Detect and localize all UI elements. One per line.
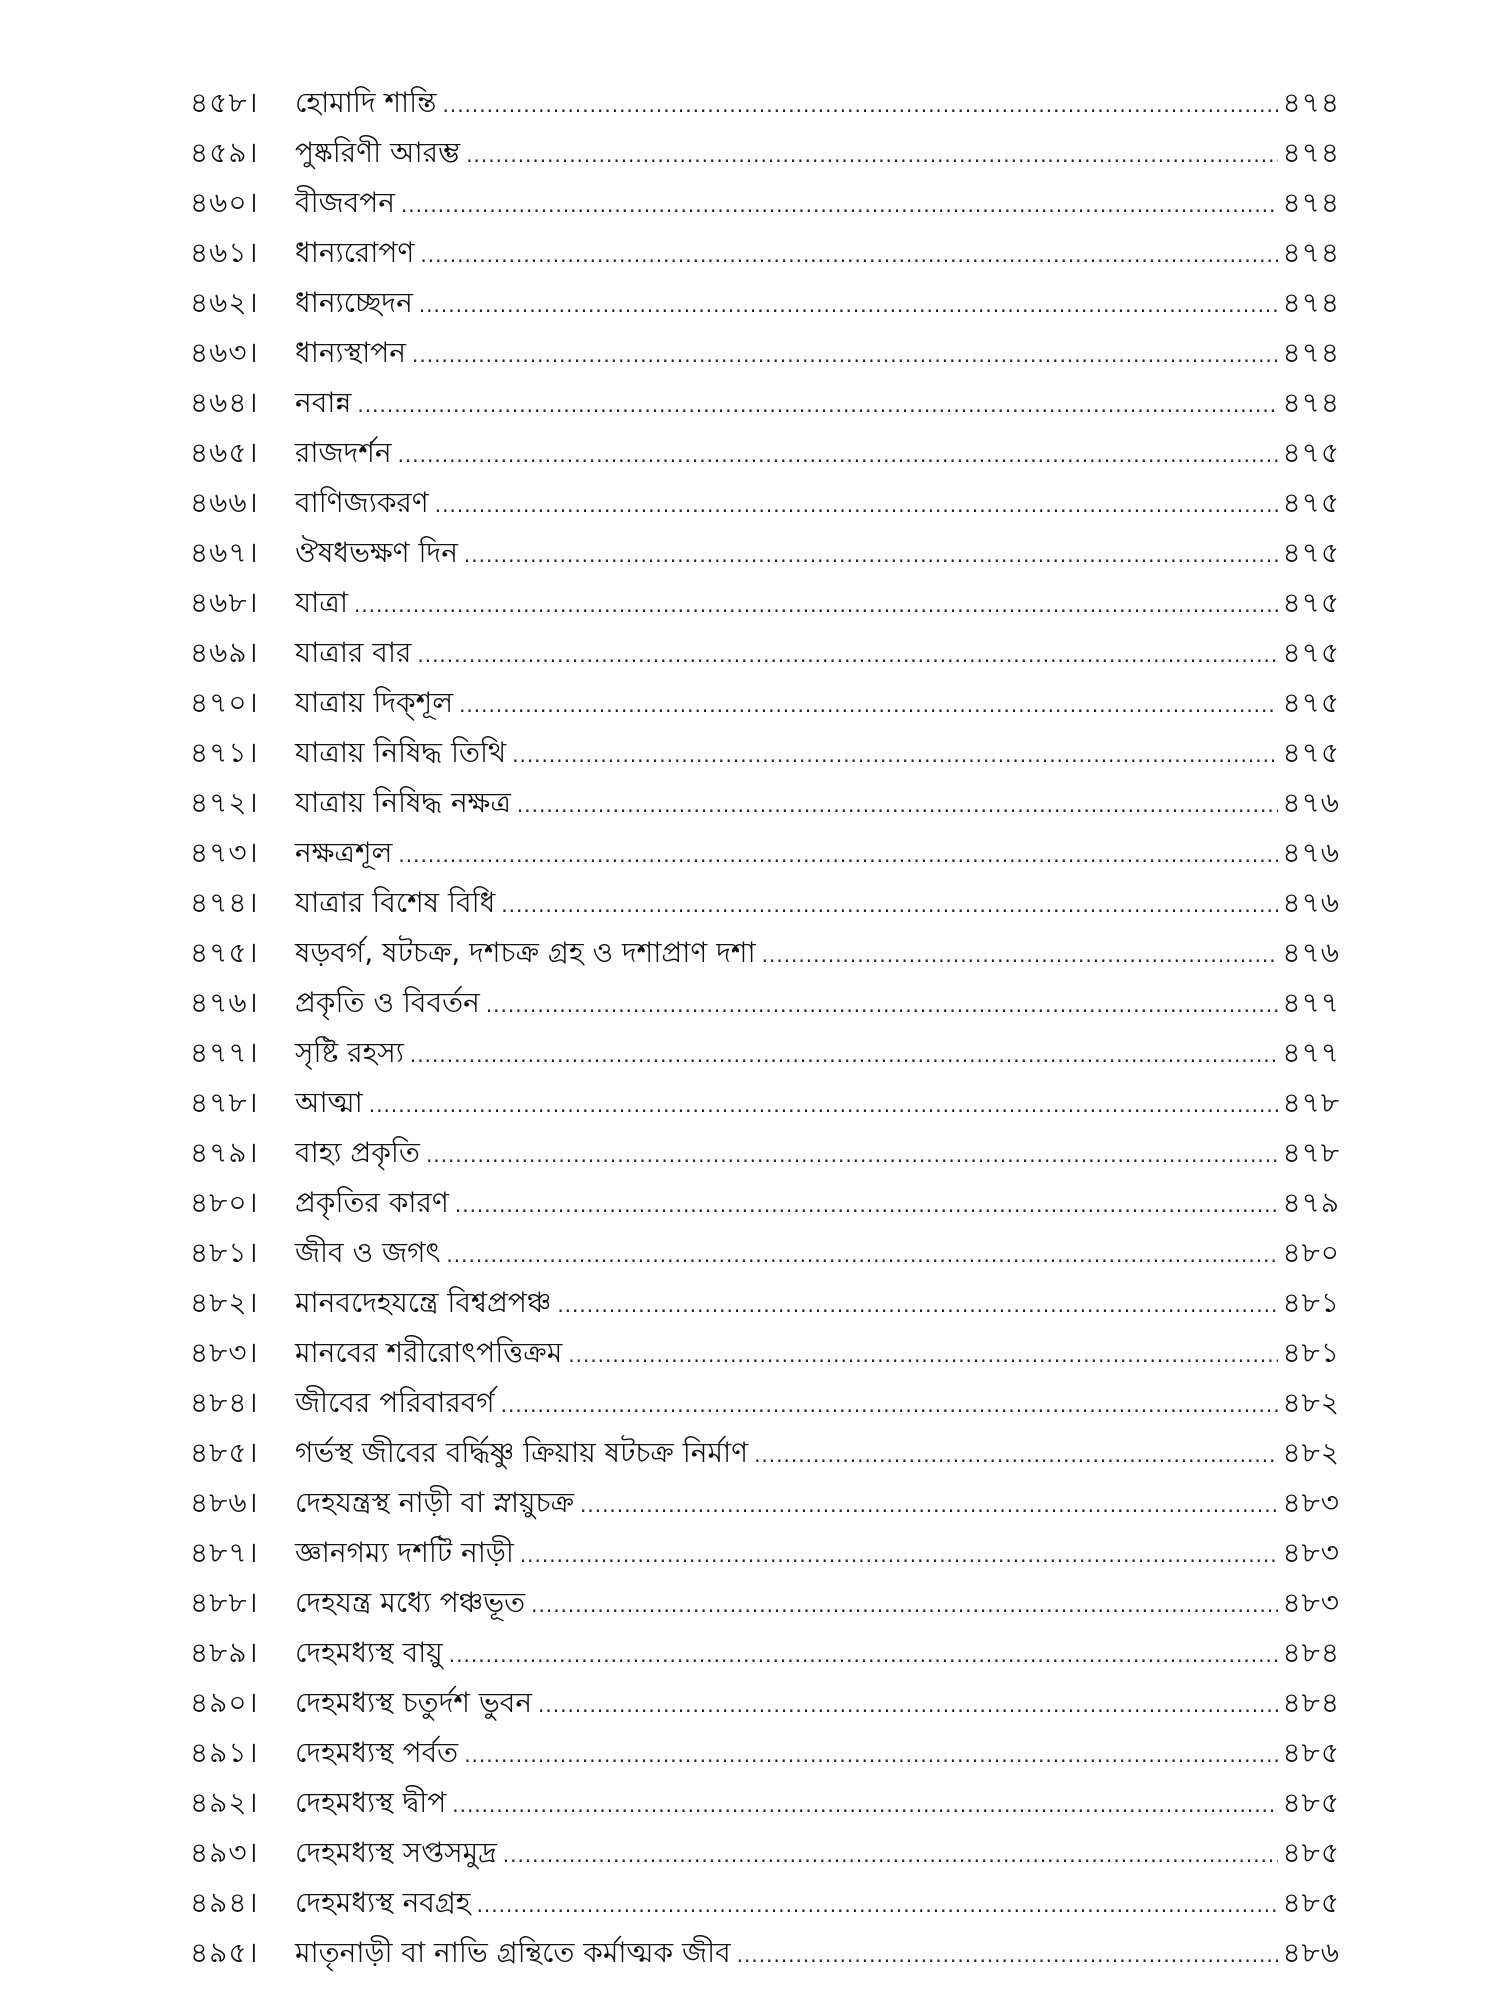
entry-number: ৪৬০। [190, 186, 259, 219]
toc-entry [190, 1828, 1340, 1878]
toc-entry [190, 1328, 1340, 1378]
entry-title: দেহমধ্যস্থ চতুর্দশ ভুবন [295, 1686, 533, 1719]
dot-leader [762, 940, 1278, 970]
dot-leader [501, 1390, 1278, 1420]
entry-page-number: ৪৭৫ [1282, 636, 1340, 669]
entry-number: ৪৮৭। [190, 1536, 259, 1569]
entry-number: ৪৬৩। [190, 336, 259, 369]
entry-number: ৪৮৩। [190, 1336, 259, 1369]
toc-entry [190, 1878, 1340, 1928]
entry-page-number: ৪৭৫ [1282, 486, 1340, 519]
entry-page-number: ৪৮৩ [1282, 1486, 1340, 1519]
toc-entry [190, 328, 1340, 378]
entry-title: নক্ষত্রশূল [295, 836, 393, 869]
entry-title: রাজদর্শন [295, 436, 392, 469]
entry-title: মানবদেহযন্ত্রে বিশ্বপ্রপঞ্চ [295, 1286, 552, 1319]
entry-page-number: ৪৭৪ [1282, 136, 1340, 169]
toc-entry [190, 1378, 1340, 1428]
entry-title: দেহমধ্যস্থ বায়ু [295, 1636, 443, 1669]
toc-entry [190, 928, 1340, 978]
entry-number: ৪৬৬। [190, 486, 259, 519]
dot-leader [412, 340, 1278, 370]
toc-entry [190, 278, 1340, 328]
dot-leader [501, 890, 1278, 920]
entry-title: জীবের পরিবারবর্গ [295, 1386, 495, 1419]
dot-leader [398, 840, 1278, 870]
entry-title: বাহ্য প্রকৃতি [295, 1136, 420, 1169]
entry-title: বাণিজ্যকরণ [295, 486, 429, 519]
dot-leader [426, 1140, 1278, 1170]
entry-page-number: ৪৭৮ [1282, 1086, 1340, 1119]
entry-number: ৪৭৪। [190, 886, 259, 919]
dot-leader [464, 540, 1278, 570]
entry-title: জ্ঞানগম্য দশটি নাড়ী [295, 1536, 514, 1569]
dot-leader [557, 1290, 1278, 1320]
dot-leader [580, 1490, 1278, 1520]
toc-entry [190, 1278, 1340, 1328]
toc-entry [190, 1228, 1340, 1278]
entry-page-number: ৪৮৩ [1282, 1536, 1340, 1569]
dot-leader [512, 740, 1278, 770]
entry-page-number: ৪৮৪ [1282, 1636, 1340, 1669]
dot-leader [754, 1440, 1278, 1470]
toc-entry [190, 428, 1340, 478]
entry-number: ৪৭৯। [190, 1136, 259, 1169]
toc-entry [190, 678, 1340, 728]
toc-entry [190, 878, 1340, 928]
dot-leader [466, 140, 1278, 170]
toc-entry [190, 1028, 1340, 1078]
toc-entry [190, 1428, 1340, 1478]
entry-title: যাত্রা [295, 586, 348, 619]
toc-entry [190, 1128, 1340, 1178]
entry-page-number: ৪৭৬ [1282, 886, 1340, 919]
entry-page-number: ৪৮৬ [1282, 1936, 1340, 1969]
entry-number: ৪৮৫। [190, 1436, 259, 1469]
entry-number: ৪৯৪। [190, 1886, 259, 1919]
entry-page-number: ৪৮৫ [1282, 1786, 1340, 1819]
entry-page-number: ৪৭৪ [1282, 236, 1340, 269]
toc-entry [190, 528, 1340, 578]
entry-title: আত্মা [295, 1086, 363, 1119]
entry-title: দেহযন্ত্র মধ্যে পঞ্চভূত [295, 1586, 526, 1619]
toc-entry [190, 628, 1340, 678]
dot-leader [357, 390, 1278, 420]
entry-number: ৪৯২। [190, 1786, 259, 1819]
toc-entry [190, 1578, 1340, 1628]
toc-entry [190, 728, 1340, 778]
dot-leader [464, 1740, 1278, 1770]
dot-leader [486, 990, 1278, 1020]
toc-entry [190, 1628, 1340, 1678]
entry-page-number: ৪৭৬ [1282, 786, 1340, 819]
dot-leader [417, 640, 1278, 670]
entry-number: ৪৬২। [190, 286, 259, 319]
entry-title: দেহমধ্যস্থ দ্বীপ [295, 1786, 447, 1819]
dot-leader [477, 1890, 1278, 1920]
entry-number: ৪৫৯। [190, 136, 259, 169]
toc-entry [190, 828, 1340, 878]
entry-title: যাত্রার বিশেষ বিধি [295, 886, 496, 919]
entry-number: ৪৮৯। [190, 1636, 259, 1669]
entry-title: যাত্রায় দিক্শূল [295, 686, 454, 719]
dot-leader [435, 490, 1278, 520]
entry-title: পুষ্করিণী আরম্ভ [295, 136, 461, 169]
toc-entry [190, 1078, 1340, 1128]
entry-title: ধান্যরোপণ [295, 236, 415, 269]
toc-entry [190, 1528, 1340, 1578]
table-of-contents [190, 78, 1340, 1978]
entry-title: ধান্যচ্ছেদন [295, 286, 413, 319]
entry-page-number: ৪৭৪ [1282, 186, 1340, 219]
entry-page-number: ৪৭৫ [1282, 586, 1340, 619]
entry-number: ৪৬৯। [190, 636, 259, 669]
entry-title: গর্ভস্থ জীবের বর্দ্ধিষ্ণু ক্রিয়ায় ষটচক্র নির্মাণ [295, 1436, 749, 1469]
entry-number: ৪৮৮। [190, 1586, 259, 1619]
entry-title: যাত্রায় নিষিদ্ধ তিথি [295, 736, 507, 769]
entry-page-number: ৪৮২ [1282, 1436, 1340, 1469]
dot-leader [442, 90, 1278, 120]
entry-page-number: ৪৭৪ [1282, 286, 1340, 319]
entry-title: ষড়বর্গ, ষটচক্র, দশচক্র গ্রহ ও দশাপ্রাণ দশা [295, 936, 756, 969]
entry-title: ঔষধভক্ষণ দিন [295, 536, 458, 569]
entry-number: ৪৭৮। [190, 1086, 259, 1119]
entry-number: ৪৭০। [190, 686, 259, 719]
entry-page-number: ৪৮১ [1282, 1286, 1340, 1319]
entry-page-number: ৪৮১ [1282, 1336, 1340, 1369]
toc-entry [190, 1178, 1340, 1228]
entry-page-number: ৪৮৫ [1282, 1836, 1340, 1869]
entry-page-number: ৪৭৮ [1282, 1136, 1340, 1169]
dot-leader [737, 1940, 1278, 1970]
entry-title: জীব ও জগৎ [295, 1236, 441, 1269]
entry-page-number: ৪৭৭ [1282, 1036, 1340, 1069]
entry-page-number: ৪৭৫ [1282, 536, 1340, 569]
dot-leader [503, 1840, 1278, 1870]
entry-number: ৪৮৪। [190, 1386, 259, 1419]
entry-page-number: ৪৮৩ [1282, 1586, 1340, 1619]
entry-number: ৪৭৫। [190, 936, 259, 969]
entry-number: ৪৮২। [190, 1286, 259, 1319]
entry-title: দেহযন্ত্রস্থ নাড়ী বা স্নায়ুচক্র [295, 1486, 574, 1519]
entry-page-number: ৪৮৫ [1282, 1886, 1340, 1919]
entry-number: ৪৯১। [190, 1736, 259, 1769]
entry-number: ৪৮০। [190, 1186, 259, 1219]
toc-entry [190, 778, 1340, 828]
dot-leader [401, 190, 1278, 220]
entry-title: বীজবপন [295, 186, 395, 219]
entry-number: ৪৭২। [190, 786, 259, 819]
entry-page-number: ৪৭৫ [1282, 436, 1340, 469]
dot-leader [354, 590, 1278, 620]
dot-leader [452, 1790, 1278, 1820]
entry-title: ধান্যস্থাপন [295, 336, 407, 369]
entry-page-number: ৪৭৬ [1282, 836, 1340, 869]
entry-title: মাতৃনাড়ী বা নাভি গ্রন্থিতে কর্মাত্মক জীব [295, 1936, 731, 1969]
entry-page-number: ৪৭৫ [1282, 686, 1340, 719]
entry-page-number: ৪৮৪ [1282, 1686, 1340, 1719]
toc-entry [190, 1478, 1340, 1528]
dot-leader [419, 290, 1278, 320]
entry-number: ৪৭৬। [190, 986, 259, 1019]
entry-number: ৪৯৩। [190, 1836, 259, 1869]
toc-entry [190, 378, 1340, 428]
entry-number: ৪৬১। [190, 236, 259, 269]
toc-entry [190, 1928, 1340, 1978]
entry-page-number: ৪৮০ [1282, 1236, 1340, 1269]
entry-title: নবান্ন [295, 386, 352, 419]
entry-number: ৪৬৭। [190, 536, 259, 569]
entry-page-number: ৪৮২ [1282, 1386, 1340, 1419]
entry-title: দেহমধ্যস্থ পর্বত [295, 1736, 459, 1769]
dot-leader [568, 1340, 1278, 1370]
toc-entry [190, 1728, 1340, 1778]
entry-number: ৪৭১। [190, 736, 259, 769]
dot-leader [398, 440, 1278, 470]
entry-page-number: ৪৭৯ [1282, 1186, 1340, 1219]
entry-title: প্রকৃতির কারণ [295, 1186, 449, 1219]
entry-title: দেহমধ্যস্থ নবগ্রহ [295, 1886, 471, 1919]
toc-entry [190, 78, 1340, 128]
entry-page-number: ৪৭৫ [1282, 736, 1340, 769]
entry-number: ৪৯০। [190, 1686, 259, 1719]
entry-number: ৪৮১। [190, 1236, 259, 1269]
entry-title: মানবের শরীরোৎপত্তিক্রম [295, 1336, 563, 1369]
entry-title: দেহমধ্যস্থ সপ্তসমুদ্র [295, 1836, 497, 1869]
entry-title: যাত্রার বার [295, 636, 412, 669]
dot-leader [369, 1090, 1278, 1120]
toc-entry [190, 978, 1340, 1028]
toc-entry [190, 178, 1340, 228]
entry-page-number: ৪৭৪ [1282, 86, 1340, 119]
toc-entry [190, 228, 1340, 278]
toc-entry [190, 1778, 1340, 1828]
dot-leader [538, 1690, 1278, 1720]
dot-leader [459, 690, 1278, 720]
entry-number: ৪৬৪। [190, 386, 259, 419]
dot-leader [420, 240, 1278, 270]
entry-number: ৪৭৩। [190, 836, 259, 869]
entry-number: ৪৭৭। [190, 1036, 259, 1069]
dot-leader [446, 1240, 1278, 1270]
dot-leader [449, 1640, 1278, 1670]
entry-title: যাত্রায় নিষিদ্ধ নক্ষত্র [295, 786, 511, 819]
entry-number: ৪৬৫। [190, 436, 259, 469]
entry-title: হোমাদি শান্তি [295, 86, 437, 119]
toc-entry [190, 1678, 1340, 1728]
dot-leader [455, 1190, 1278, 1220]
entry-number: ৪৮৬। [190, 1486, 259, 1519]
entry-page-number: ৪৮৫ [1282, 1736, 1340, 1769]
dot-leader [410, 1040, 1278, 1070]
toc-entry [190, 578, 1340, 628]
entry-page-number: ৪৭৪ [1282, 386, 1340, 419]
dot-leader [531, 1590, 1278, 1620]
entry-title: প্রকৃতি ও বিবর্তন [295, 986, 480, 1019]
entry-number: ৪৯৫। [190, 1936, 259, 1969]
entry-page-number: ৪৭৪ [1282, 336, 1340, 369]
entry-number: ৪৬৮। [190, 586, 259, 619]
entry-title: সৃষ্টি রহস্য [295, 1036, 404, 1069]
entry-page-number: ৪৭৬ [1282, 936, 1340, 969]
entry-page-number: ৪৭৭ [1282, 986, 1340, 1019]
toc-entry [190, 128, 1340, 178]
dot-leader [520, 1540, 1278, 1570]
toc-entry [190, 478, 1340, 528]
entry-number: ৪৫৮। [190, 86, 259, 119]
dot-leader [517, 790, 1278, 820]
